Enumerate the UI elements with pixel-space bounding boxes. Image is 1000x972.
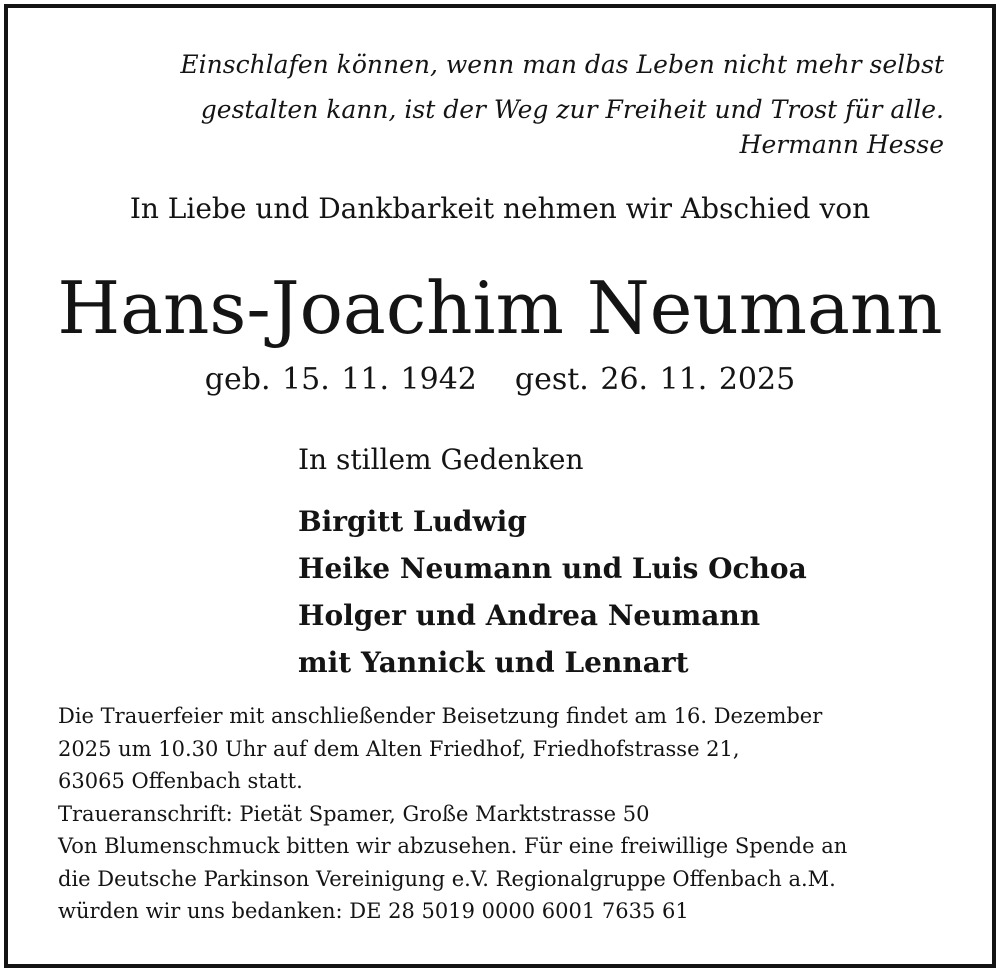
quote-line-1: Einschlafen können, wenn man das Leben nicht mehr selbst: [180, 50, 944, 79]
notice-line: Von Blumenschmuck bitten wir abzusehen. Für eine freiwillige Spende an: [58, 834, 848, 858]
mourner-line: Holger und Andrea Neumann: [298, 599, 761, 632]
mourner-line: mit Yannick und Lennart: [298, 646, 689, 679]
funeral-notice: [58, 700, 958, 928]
quote-author: Hermann Hesse: [739, 130, 944, 159]
death-date: gest. 26. 11. 2025: [514, 362, 796, 397]
birth-date: geb. 15. 11. 1942: [204, 362, 477, 397]
memory-heading: In stillem Gedenken: [298, 443, 584, 476]
mourner-line: Heike Neumann und Luis Ochoa: [298, 552, 807, 585]
notice-line: die Deutsche Parkinson Vereinigung e.V. Regionalgruppe Offenbach a.M.: [58, 866, 836, 891]
mourners-list: [298, 498, 807, 686]
notice-line: 63065 Offenbach statt.: [58, 769, 303, 793]
notice-line: Traueranschrift: Pietät Spamer, Große Marktstrasse 50: [58, 801, 650, 826]
mourner-line: Birgitt Ludwig: [298, 505, 527, 538]
deceased-name: Hans-Joachim Neumann: [57, 266, 943, 350]
intro-text: In Liebe und Dankbarkeit nehmen wir Abschied von: [129, 192, 871, 225]
notice-line: 2025 um 10.30 Uhr auf dem Alten Friedhof, Friedhofstrasse 21,: [58, 736, 740, 761]
quote: [0, 42, 944, 132]
notice-line: Die Trauerfeier mit anschließender Beisetzung findet am 16. Dezember: [58, 704, 823, 728]
life-dates: [0, 362, 1000, 397]
notice-line: würden wir uns bedanken: DE 28 5019 0000 6001 7635 61: [58, 899, 689, 923]
quote-line-2: gestalten kann, ist der Weg zur Freiheit und Trost für alle.: [200, 95, 944, 124]
